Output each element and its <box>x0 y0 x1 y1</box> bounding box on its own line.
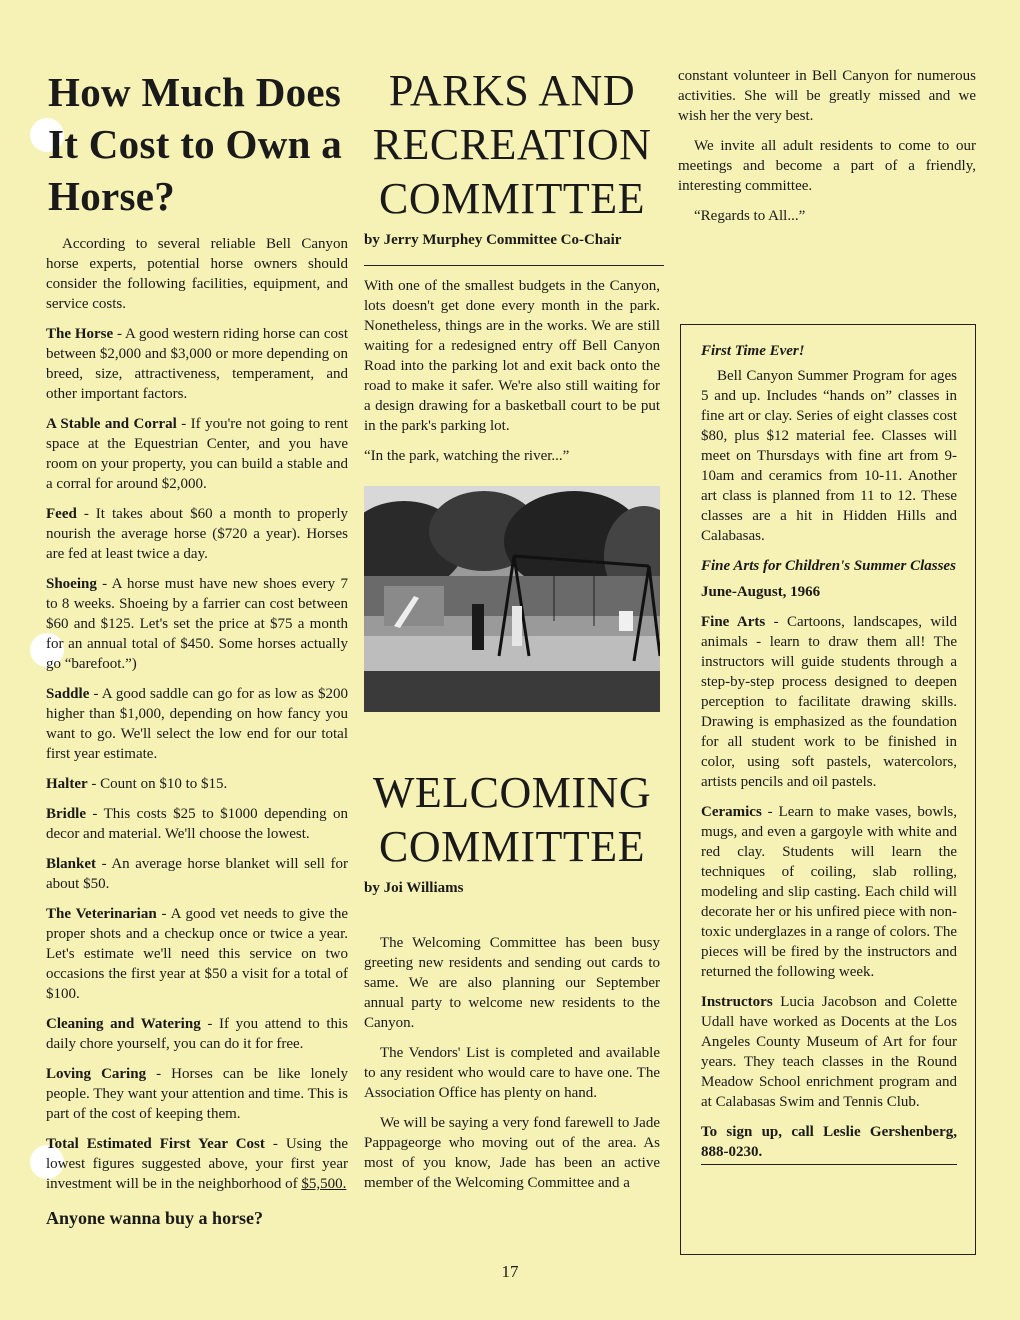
ceramics-paragraph: Ceramics - Learn to make vases, bowls, mugs, and even a gargoyle with white and red clay. Students will learn the techniques of coiling, slab rolling, modeling and slip casting. Each child will decorate her or his unfired piece with non-toxic underglazes in a range of colors. The pieces will be fired by the instructors and returned the following week. <box>701 804 957 980</box>
total-amount: $5,500. <box>301 1176 347 1192</box>
horse-cost-items <box>46 324 348 1124</box>
horse-intro: According to several reliable Bell Canyon horse experts, potential horse owners should consider the following facilities, equipment, and service costs. <box>46 236 348 312</box>
welcoming-paragraph: The Welcoming Committee has been busy greeting new residents and sending out cards to same. We are also planning our September annual party to welcome new residents to the Canyon. <box>364 935 660 1031</box>
welcoming-paragraph: The Vendors' List is completed and available to any resident who would care to have one. The Association Office has plenty on hand. <box>364 1045 660 1101</box>
parks-quote: “In the park, watching the river...” <box>364 448 570 464</box>
cost-item: Halter - Count on $10 to $15. <box>46 776 228 792</box>
instructors-paragraph: Instructors Lucia Jacobson and Colette Udall have worked as Docents at the Los Angeles County Museum of Art for four years. They teach classes in the Round Meadow School enrichment program and at Calabasas Swim and Tennis Club. <box>701 994 957 1110</box>
welcoming-paragraph: We will be saying a very fond farewell to Jade Pappageorge who moving out of the area. As most of you know, Jade has been an active member of the Welcoming Committee and a <box>364 1115 660 1191</box>
cost-item: Bridle - This costs $25 to $1000 depending on decor and material. We'll choose the lowest. <box>46 806 348 842</box>
signup-line: To sign up, call Leslie Gershenberg, 888-0230. <box>701 1122 957 1165</box>
park-photo-image <box>364 486 660 712</box>
park-swings-photo <box>364 486 660 712</box>
cost-item: Feed - It takes about $60 a month to properly nourish the average horse ($720 a year). Horses are fed at least twice a day. <box>46 506 348 562</box>
cost-item: The Horse - A good western riding horse can cost between $2,000 and $3,000 or more depending on breed, size, attractiveness, temperament, and other important factors. <box>46 326 348 402</box>
cost-item: Shoeing - A horse must have new shoes every 7 to 8 weeks. Shoeing by a farrier can cost between $60 and $125. Let's set the price at $75 a month for an annual total of $450. Some horses actually go “barefoot.”) <box>46 576 348 672</box>
horse-headline: How Much Does It Cost to Own a Horse? <box>48 69 343 219</box>
welcoming-signoff: “Regards to All...” <box>694 208 806 224</box>
parks-headline: PARKS AND RECREATION COMMITTEE <box>372 66 652 223</box>
cost-item: The Veterinarian - A good vet needs to give the proper shots and a checkup once or twice a year. Let's estimate we'll need this service on two occasions the first year at $50 a visit for a total of $100. <box>46 906 349 1002</box>
welcoming-continued: constant volunteer in Bell Canyon for numerous activities. She will be greatly missed and we wish her the very best. <box>678 68 976 124</box>
horse-article <box>46 60 348 1229</box>
cost-item: A Stable and Corral - If you're not going to rent space at the Equestrian Center, and you have room on your property, you can build a stable and a corral for around $2,000. <box>46 416 348 492</box>
welcoming-invite: We invite all adult residents to come to our meetings and become a part of a friendly, interesting committee. <box>678 138 976 194</box>
box-intro: Bell Canyon Summer Program for ages 5 and up. Includes “hands on” classes in fine art or clay. Series of eight classes cost $80, plus $12 material fee. Classes will meet on Thursdays with fine art from 9-10am and ceramics from 10-11. Another art class is planned from 11 to 12. These classes are a hit in Hidden Hills and Calabasas. <box>701 368 957 544</box>
fine-arts-paragraph: Fine Arts - Cartoons, landscapes, wild animals - learn to draw them all! The instructors will guide students through a step-by-step process designed to deepen perception to facilitate drawing skills. Drawing is emphasized as the foundation for all student work to be finished in color, using soft pastels, watercolors, artists pencils and oil pastels. <box>701 614 957 790</box>
cost-item: Saddle - A good saddle can go for as low as $200 higher than $1,000, depending on how fancy you want to go. We'll select the low end for our total first year estimate. <box>46 686 348 762</box>
welcoming-article <box>364 766 660 1193</box>
box-heading: First Time Ever! <box>701 343 805 359</box>
cost-item: Cleaning and Watering - If you attend to this daily chore yourself, you can do it for free. <box>46 1016 348 1052</box>
welcoming-byline: by Joi Williams <box>364 880 464 896</box>
horse-closing: Anyone wanna buy a horse? <box>46 1208 264 1228</box>
summer-program-box <box>680 324 976 1255</box>
right-column <box>678 66 976 236</box>
middle-column <box>364 60 660 1203</box>
parks-byline: by Jerry Murphey Committee Co-Chair <box>364 232 622 248</box>
total-cost: Total Estimated First Year Cost - Using the lowest figures suggested above, your first year investment will be in the neighborhood of $5,500. <box>46 1136 348 1192</box>
parks-article <box>364 64 660 712</box>
cost-item: Blanket - An average horse blanket will sell for about $50. <box>46 856 348 892</box>
section-divider <box>364 265 664 266</box>
welcoming-headline: WELCOMING COMMITTEE <box>372 768 652 871</box>
box-subheading: Fine Arts for Children's Summer Classes <box>701 558 956 574</box>
parks-paragraph: With one of the smallest budgets in the Canyon, lots doesn't get done every month in the park. Nonetheless, things are in the works. We are still waiting for a redesigned entry off Bell Canyon Road into the parking lot and exit back onto the road to make it safer. We're also still waiting for a design drawing for a basketball court to be put in the park's parking lot. <box>364 278 660 434</box>
page-number: 17 <box>501 1262 519 1281</box>
box-dates: June-August, 1966 <box>701 584 821 600</box>
cost-item: Loving Caring - Horses can be like lonely people. They want your attention and time. This is part of the cost of keeping them. <box>46 1066 348 1122</box>
